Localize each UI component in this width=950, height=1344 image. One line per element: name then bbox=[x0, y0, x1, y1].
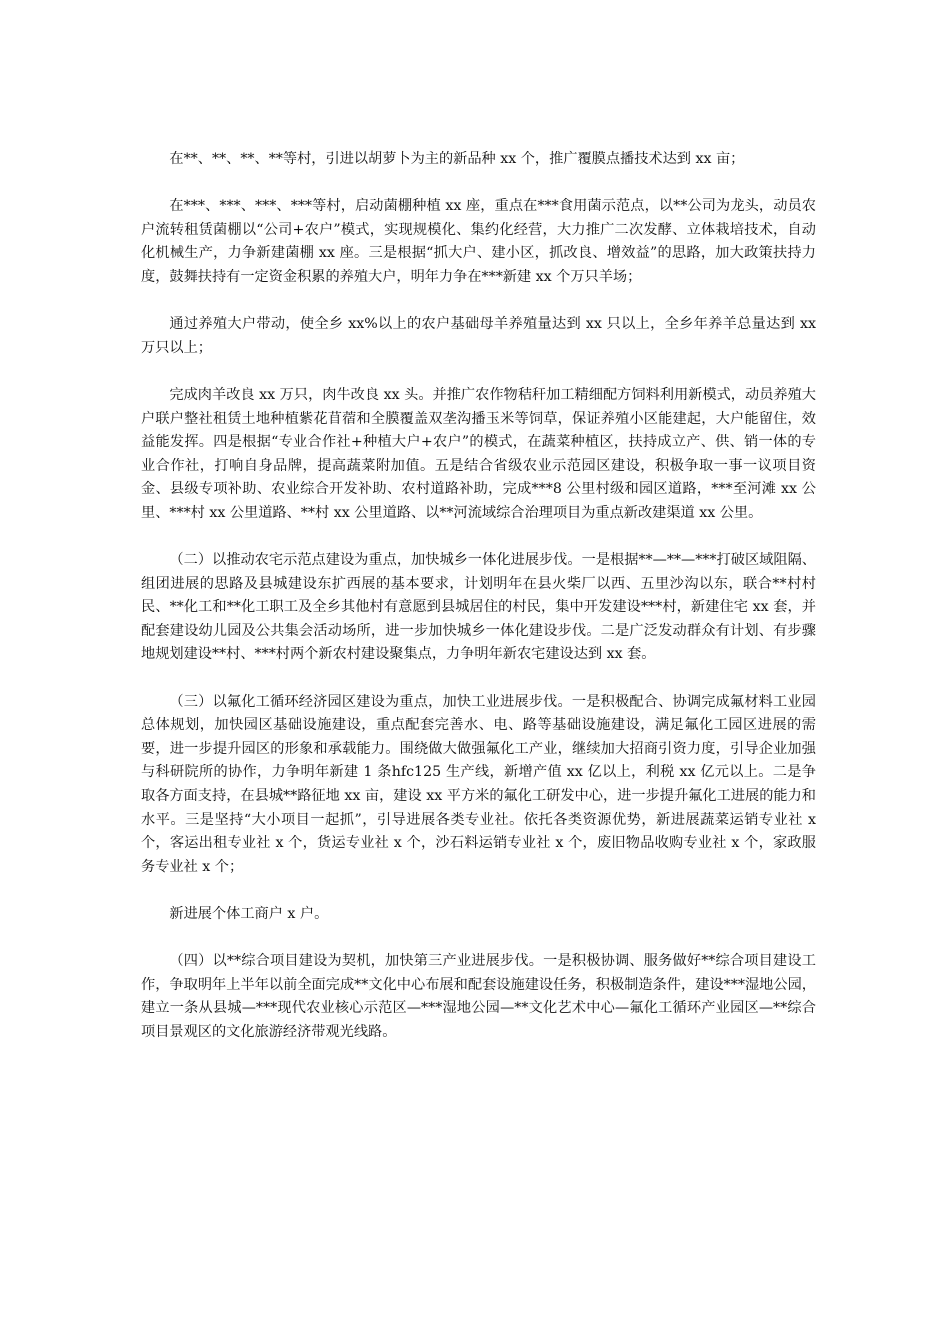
paragraph-section-three-industry: （三）以氟化工循环经济园区建设为重点，加快工业进展步伐。一是积极配合、协调完成氟材料工业园总体规划，加快园区基础设施建设，重点配套完善水、电、路等基础设施建设，满足氟化工园区进展的需要，进一步提升园区的形象和承载能力。围绕做大做强氟化工产业，继续加大招商引资力度，引导企业加强与科研院所的协作，力争明年新建 1 条hfc125 生产线，新增产值 xx 亿以上，利税 xx 亿元以上。二是争取各方面支持，在县城**路征地 xx 亩，建设 xx 平方米的氟化工研发中心，进一步提升氟化工进展的能力和水平。三是坚持“大小项目一起抓”，引导进展各类专业社。依托各类资源优势，新进展蔬菜运销专业社 x 个，客运出租专业社 x 个，货运专业社 x 个，沙石料运销专业社 x 个，废旧物品收购专业社 x 个，家政服务专业社 x 个； bbox=[141, 693, 816, 875]
paragraph-livestock-improvement: 完成肉羊改良 xx 万只，肉牛改良 xx 头。并推广农作物秸秆加工精细配方饲料利用新模式，动员养殖大户联户整社租赁土地种植紫花苜蓿和全膜覆盖双垄沟播玉米等饲草，保证养殖小区能建起，大户能留住，效益能发挥。四是根据“专业合作社+种植大户+农户”的模式，在蔬菜种植区，扶持成立产、供、销一体的专业合作社，打响自身品牌，提高蔬菜附加值。五是结合省级农业示范园区建设，积极争取一事一议项目资金、县级专项补助、农业综合开发补助、农村道路补助，完成***8 公里村级和园区道路，***至河滩 xx 公里、***村 xx 公里道路、**村 xx 公里道路、以**河流域综合治理项目为重点新改建渠道 xx 公里。 bbox=[141, 386, 816, 521]
document-body bbox=[141, 148, 816, 1068]
paragraph-section-two-housing: （二）以推动农宅示范点建设为重点，加快城乡一体化进展步伐。一是根据**—**—***打破区域阻隔、组团进展的思路及县城建设东扩西展的基本要求，计划明年在县火柴厂以西、五里沙沟以东，联合**村村民、**化工和**化工职工及全乡其他村有意愿到县城居住的村民，集中开发建设***村，新建住宅 xx 套，并配套建设幼儿园及公共集会活动场所，进一步加快城乡一体化建设步伐。二是广泛发动群众有计划、有步骤地规划建设**村、***村两个新农村建设聚集点，力争明年新农宅建设达到 xx 套。 bbox=[141, 552, 816, 663]
paragraph-section-four-tertiary: （四）以**综合项目建设为契机，加快第三产业进展步伐。一是积极协调、服务做好**综合项目建设工作，争取明年上半年以前全面完成**文化中心布展和配套设施建设任务，积极制造条件，建设***湿地公园，建立一条从县城—***现代农业核心示范区—***湿地公园—**文化艺术中心—氟化工循环产业园区—**综合项目景观区的文化旅游经济带观光线路。 bbox=[141, 953, 816, 1040]
paragraph-carrot-planting: 在**、**、**、**等村，引进以胡萝卜为主的新品种 xx 个，推广覆膜点播技术达到 xx 亩； bbox=[169, 151, 745, 167]
paragraph-mushroom-sheds: 在***、***、***、***等村，启动菌棚种植 xx 座，重点在***食用菌示范点，以**公司为龙头，动员农户流转租赁菌棚以“公司+农户”模式，实现规模化、集约化经营，大力推广二次发酵、立体栽培技术，自动化机械生产，力争新建菌棚 xx 座。三是根据“抓大户、建小区，抓改良、增效益”的思路，加大政策扶持力度，鼓舞扶持有一定资金积累的养殖大户，明年力争在***新建 xx 个万只羊场； bbox=[141, 198, 816, 285]
paragraph-individual-businesses: 新进展个体工商户 x 户。 bbox=[169, 906, 329, 922]
paragraph-sheep-breeding: 通过养殖大户带动，使全乡 xx%以上的农户基础母羊养殖量达到 xx 只以上，全乡年养羊总量达到 xx 万只以上； bbox=[141, 316, 816, 356]
